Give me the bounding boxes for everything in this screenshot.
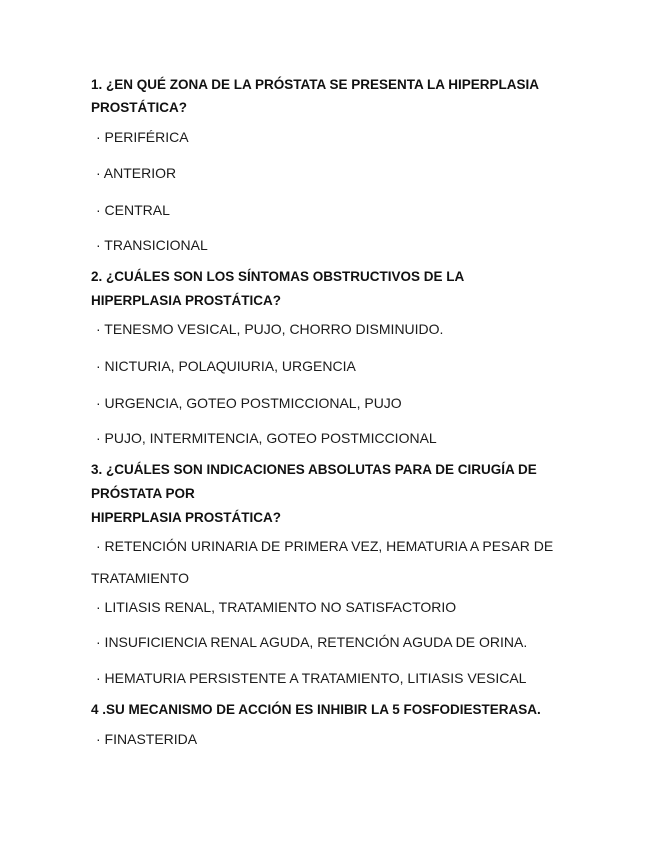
question-1-option-2: · ANTERIOR [96,165,177,181]
question-1-line-2: PROSTÁTICA? [91,100,187,115]
question-2-line-2: HIPERPLASIA PROSTÁTICA? [91,293,282,308]
question-3-line-2: PRÓSTATA POR [91,486,195,501]
question-3-option-3: · INSUFICIENCIA RENAL AGUDA, RETENCIÓN AGUDA DE ORINA. [96,634,528,650]
question-4-line-1: 4 .SU MECANISMO DE ACCIÓN ES INHIBIR LA 5 FOSFODIESTERASA. [91,702,541,717]
question-3-option-1: · RETENCIÓN URINARIA DE PRIMERA VEZ, HEMATURIA A PESAR DE [96,538,554,554]
question-2-option-1: · TENESMO VESICAL, PUJO, CHORRO DISMINUIDO. [96,321,444,337]
question-3-option-2: · LITIASIS RENAL, TRATAMIENTO NO SATISFACTORIO [96,599,457,615]
question-1-option-1: · PERIFÉRICA [96,129,189,145]
question-3-option-1-continuation: TRATAMIENTO [91,570,189,586]
question-2-line-1: 2. ¿CUÁLES SON LOS SÍNTOMAS OBSTRUCTIVOS DE LA [91,269,465,284]
question-1-option-4: · TRANSICIONAL [96,237,208,253]
question-1-line-1: 1. ¿EN QUÉ ZONA DE LA PRÓSTATA SE PRESENTA LA HIPERPLASIA [91,77,540,92]
question-2-option-2: · NICTURIA, POLAQUIURIA, URGENCIA [96,358,356,374]
question-2-option-4: · PUJO, INTERMITENCIA, GOTEO POSTMICCIONAL [96,430,437,446]
question-3-line-1: 3. ¿CUÁLES SON INDICACIONES ABSOLUTAS PARA DE CIRUGÍA DE [91,462,537,477]
question-3-line-3: HIPERPLASIA PROSTÁTICA? [91,510,282,525]
question-4-option-1: · FINASTERIDA [96,731,198,747]
question-2-option-3: · URGENCIA, GOTEO POSTMICCIONAL, PUJO [96,395,402,411]
question-1-option-3: · CENTRAL [96,202,170,218]
question-3-option-4: · HEMATURIA PERSISTENTE A TRATAMIENTO, LITIASIS VESICAL [96,670,527,686]
